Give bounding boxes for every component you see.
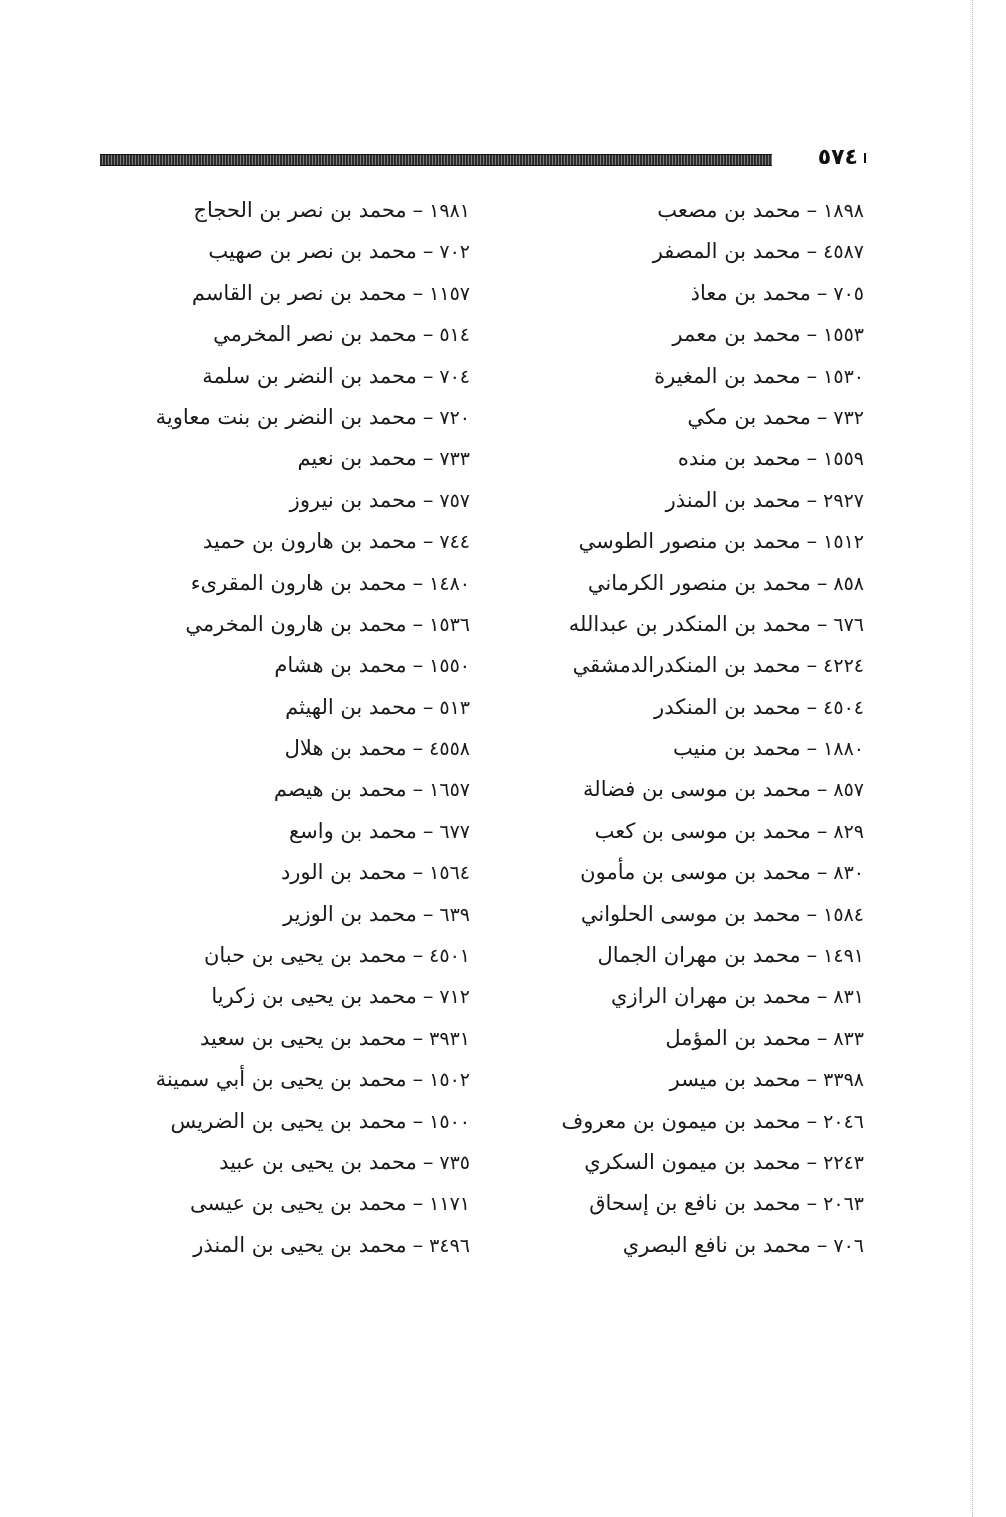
- entry-number: ١٥٣٠: [823, 365, 864, 388]
- entry-name: محمد بن ميمون السكري: [584, 1149, 801, 1174]
- entry-separator: –: [806, 487, 818, 512]
- entry-name: محمد بن يحيى بن حبان: [203, 943, 407, 968]
- entry-name: محمد بن الهيثم: [285, 694, 417, 719]
- index-entry: [534, 521, 864, 562]
- entry-name: محمد بن نصر بن القاسم: [191, 280, 407, 305]
- index-entry: [534, 935, 864, 976]
- index-entry: [150, 604, 470, 645]
- entry-name: محمد بن هلال: [284, 736, 407, 761]
- entry-number: ١٨٨٠: [823, 738, 864, 761]
- entry-number: ٦٧٧: [439, 820, 470, 843]
- entry-name: محمد بن هارون المقرىء: [190, 570, 407, 595]
- entry-number: ١٥٥٠: [429, 655, 470, 678]
- entry-number: ٥١٣: [439, 696, 470, 719]
- entry-separator: –: [806, 943, 818, 968]
- entry-separator: –: [806, 653, 818, 678]
- entry-number: ٤٥٥٨: [429, 738, 470, 761]
- entry-separator: –: [422, 1149, 434, 1174]
- index-entry: [150, 190, 470, 231]
- entry-name: محمد بن المنكدرالدمشقي: [572, 653, 801, 678]
- index-entry: [534, 1018, 864, 1059]
- entry-name: محمد بن مهران الرازي: [611, 984, 811, 1009]
- index-column-left: [150, 190, 470, 1266]
- entry-name: محمد بن هشام: [274, 653, 407, 678]
- entry-separator: –: [412, 611, 424, 636]
- index-entry: [534, 852, 864, 893]
- entry-separator: –: [806, 901, 818, 926]
- entry-number: ٧٣٣: [439, 448, 470, 471]
- entry-name: محمد بن النضر بن بنت معاوية: [155, 404, 417, 429]
- entry-number: ١٤٩١: [823, 945, 864, 968]
- entry-number: ٧٠٥: [833, 282, 864, 305]
- index-entry: [150, 1018, 470, 1059]
- entry-separator: –: [412, 1025, 424, 1050]
- entry-separator: –: [422, 322, 434, 347]
- entry-name: محمد بن مكي: [687, 404, 811, 429]
- index-entry: [534, 1183, 864, 1224]
- entry-name: محمد بن المنذر: [665, 487, 801, 512]
- entry-separator: –: [806, 1191, 818, 1216]
- index-entry: [150, 935, 470, 976]
- entry-separator: –: [806, 363, 818, 388]
- index-entry: [534, 769, 864, 810]
- entry-separator: –: [412, 777, 424, 802]
- entry-number: ١٥٥٣: [823, 324, 864, 347]
- entry-separator: –: [412, 736, 424, 761]
- index-entry: [150, 728, 470, 769]
- index-entry: [150, 273, 470, 314]
- entry-number: ٧٣٥: [439, 1151, 470, 1174]
- entry-name: محمد بن واسع: [288, 818, 417, 843]
- entry-name: محمد بن منيب: [672, 736, 801, 761]
- index-entry: [534, 1142, 864, 1183]
- index-entry: [534, 645, 864, 686]
- entry-number: ٨٣٣: [833, 1027, 864, 1050]
- index-entry: [534, 273, 864, 314]
- index-entry: [150, 521, 470, 562]
- entry-number: ٤٥٠١: [429, 945, 470, 968]
- entry-separator: –: [806, 322, 818, 347]
- index-entry: [150, 1183, 470, 1224]
- index-entry: [150, 231, 470, 272]
- entry-separator: –: [816, 818, 828, 843]
- index-entry: [150, 438, 470, 479]
- entry-separator: –: [422, 487, 434, 512]
- entry-number: ١٥٠٢: [429, 1069, 470, 1092]
- entry-number: ٢٠٤٦: [823, 1110, 864, 1133]
- entry-separator: –: [816, 984, 828, 1009]
- entry-separator: –: [422, 901, 434, 926]
- index-entry: [534, 231, 864, 272]
- index-entry: [150, 397, 470, 438]
- index-entry: [534, 811, 864, 852]
- entry-name: محمد بن نصر بن الحجاج: [193, 198, 407, 222]
- entry-separator: –: [412, 860, 424, 885]
- entry-separator: –: [422, 984, 434, 1009]
- index-entry: [534, 604, 864, 645]
- entry-number: ٢٢٤٣: [823, 1151, 864, 1174]
- entry-name: محمد بن المنكدر بن عبدالله: [568, 611, 811, 636]
- index-entry: [534, 894, 864, 935]
- entry-number: ٧٠٤: [439, 365, 470, 388]
- index-entry: [150, 852, 470, 893]
- index-entry: [150, 687, 470, 728]
- index-entry: [150, 811, 470, 852]
- entry-number: ٨٣١: [833, 986, 864, 1009]
- entry-name: محمد بن نصر المخرمي: [213, 322, 417, 347]
- entry-number: ٢٩٢٧: [823, 489, 864, 512]
- entry-number: ٥١٤: [439, 324, 470, 347]
- entry-name: محمد بن هارون بن حميد: [202, 529, 417, 554]
- entry-separator: –: [412, 1108, 424, 1133]
- entry-name: محمد بن موسى بن كعب: [594, 818, 811, 843]
- entry-number: ٣٩٣١: [429, 1027, 470, 1050]
- entry-separator: –: [806, 1067, 818, 1092]
- entry-separator: –: [806, 1149, 818, 1174]
- index-entry: [534, 190, 864, 231]
- entry-name: محمد بن يحيى بن زكريا: [211, 984, 417, 1009]
- entry-separator: –: [816, 860, 828, 885]
- entry-separator: –: [806, 239, 818, 264]
- entry-name: محمد بن مهران الجمال: [597, 943, 801, 968]
- entry-name: محمد بن موسى بن مأمون: [580, 860, 811, 885]
- entry-separator: –: [412, 1191, 424, 1216]
- index-entry: [150, 769, 470, 810]
- entry-separator: –: [816, 404, 828, 429]
- entry-number: ١٩٨١: [429, 200, 470, 222]
- entry-name: محمد بن يحيى بن عبيد: [219, 1149, 417, 1174]
- entry-name: محمد بن يحيى بن أبي سمينة: [155, 1067, 407, 1092]
- index-entry: [150, 314, 470, 355]
- index-entry: [150, 1059, 470, 1100]
- entry-number: ٢٠٦٣: [823, 1193, 864, 1216]
- index-entry: [150, 976, 470, 1017]
- index-entry: [150, 1142, 470, 1183]
- entry-name: محمد بن موسى بن فضالة: [583, 777, 811, 802]
- entry-name: محمد بن يحيى بن عيسى: [189, 1191, 407, 1216]
- entry-separator: –: [816, 611, 828, 636]
- page-edge-rule: [972, 0, 973, 1517]
- entry-name: محمد بن النضر بن سلمة: [202, 363, 417, 388]
- entry-separator: –: [816, 1232, 828, 1257]
- entry-name: محمد بن هارون المخرمي: [185, 611, 407, 636]
- header-ornamental-bar: [100, 154, 772, 166]
- entry-number: ١٨٩٨: [823, 200, 864, 222]
- index-entry: [534, 728, 864, 769]
- index-entry: [534, 1059, 864, 1100]
- entry-number: ٨٥٧: [833, 779, 864, 802]
- index-entry: [150, 563, 470, 604]
- entry-separator: –: [806, 694, 818, 719]
- index-entry: [534, 1225, 864, 1266]
- entry-separator: –: [806, 446, 818, 471]
- entry-number: ٧٠٦: [833, 1234, 864, 1257]
- entry-number: ٣٤٩٦: [429, 1234, 470, 1257]
- entry-name: محمد بن ميسر: [669, 1067, 801, 1092]
- index-entry: [150, 356, 470, 397]
- entry-name: محمد بن نصر بن صهيب: [208, 239, 417, 264]
- entry-name: محمد بن المنكدر: [654, 694, 801, 719]
- entry-name: محمد بن نافع بن إسحاق: [589, 1191, 801, 1216]
- entry-separator: –: [412, 943, 424, 968]
- entry-separator: –: [816, 570, 828, 595]
- entry-separator: –: [412, 1232, 424, 1257]
- index-entry: [534, 438, 864, 479]
- entry-separator: –: [806, 736, 818, 761]
- entry-separator: –: [816, 777, 828, 802]
- entry-number: ١٤٨٠: [429, 572, 470, 595]
- entry-number: ٦٣٩: [439, 903, 470, 926]
- entry-number: ٧٥٧: [439, 489, 470, 512]
- entry-name: محمد بن مصعب: [657, 198, 801, 222]
- entry-name: محمد بن نعيم: [297, 446, 417, 471]
- entry-separator: –: [422, 404, 434, 429]
- entry-number: ٧٣٢: [833, 406, 864, 429]
- entry-name: محمد بن المؤمل: [665, 1025, 811, 1050]
- entry-name: محمد بن منصور الطوسي: [578, 529, 801, 554]
- entry-separator: –: [422, 239, 434, 264]
- page-number: ٥٧٤: [810, 145, 864, 171]
- entry-number: ٧٢٠: [439, 406, 470, 429]
- index-entry: [150, 1225, 470, 1266]
- entry-name: محمد بن موسى الحلواني: [580, 901, 801, 926]
- entry-separator: –: [422, 529, 434, 554]
- entry-number: ٨٢٩: [833, 820, 864, 843]
- entry-separator: –: [422, 818, 434, 843]
- entry-name: محمد بن منصور الكرماني: [587, 570, 811, 595]
- entry-name: محمد بن منده: [677, 446, 801, 471]
- index-entry: [534, 687, 864, 728]
- index-entry: [150, 480, 470, 521]
- entry-separator: –: [422, 446, 434, 471]
- entry-separator: –: [412, 1067, 424, 1092]
- entry-name: محمد بن هيصم: [273, 777, 407, 802]
- entry-number: ٦٧٦: [833, 613, 864, 636]
- entry-name: محمد بن نيروز: [289, 487, 417, 512]
- entry-name: محمد بن ميمون بن معروف: [561, 1108, 801, 1133]
- entry-separator: –: [806, 529, 818, 554]
- index-columns: [150, 190, 864, 1270]
- entry-number: ٤٢٢٤: [823, 655, 864, 678]
- entry-separator: –: [806, 198, 818, 222]
- entry-number: ١٥٣٦: [429, 613, 470, 636]
- entry-name: محمد بن يحيى بن سعيد: [200, 1025, 407, 1050]
- entry-separator: –: [422, 363, 434, 388]
- entry-number: ٤٥٠٤: [823, 696, 864, 719]
- entry-name: محمد بن المصفر: [652, 239, 801, 264]
- entry-separator: –: [412, 570, 424, 595]
- entry-separator: –: [816, 280, 828, 305]
- entry-number: ١٥١٢: [823, 531, 864, 554]
- entry-number: ١٥٨٤: [823, 903, 864, 926]
- index-entry: [150, 1101, 470, 1142]
- entry-name: محمد بن نافع البصري: [622, 1232, 811, 1257]
- index-entry: [534, 1101, 864, 1142]
- index-entry: [534, 314, 864, 355]
- index-entry: [534, 480, 864, 521]
- entry-number: ٨٥٨: [833, 572, 864, 595]
- index-entry: [534, 976, 864, 1017]
- entry-name: محمد بن الوزير: [283, 901, 417, 926]
- entry-number: ٧٠٢: [439, 241, 470, 264]
- entry-number: ١١٧١: [429, 1193, 470, 1216]
- index-column-right: [534, 190, 864, 1266]
- index-entry: [150, 645, 470, 686]
- entry-separator: –: [412, 198, 424, 222]
- entry-number: ٣٣٩٨: [823, 1069, 864, 1092]
- entry-separator: –: [806, 1108, 818, 1133]
- entry-separator: –: [816, 1025, 828, 1050]
- entry-name: محمد بن معاذ: [690, 280, 811, 305]
- entry-number: ٤٥٨٧: [823, 241, 864, 264]
- index-entry: [534, 397, 864, 438]
- entry-number: ١١٥٧: [429, 282, 470, 305]
- index-entry: [150, 894, 470, 935]
- entry-separator: –: [422, 694, 434, 719]
- entry-name: محمد بن الورد: [280, 860, 407, 885]
- entry-number: ١٥٠٠: [429, 1110, 470, 1133]
- entry-name: محمد بن يحيى بن الضريس: [170, 1108, 407, 1133]
- entry-number: ٨٣٠: [833, 862, 864, 885]
- entry-separator: –: [412, 280, 424, 305]
- entry-name: محمد بن يحيى بن المنذر: [193, 1232, 407, 1257]
- entry-name: محمد بن معمر: [672, 322, 801, 347]
- entry-number: ٧٤٤: [439, 531, 470, 554]
- index-entry: [534, 563, 864, 604]
- entry-number: ١٥٦٤: [429, 862, 470, 885]
- entry-number: ١٦٥٧: [429, 779, 470, 802]
- index-entry: [534, 356, 864, 397]
- entry-number: ١٥٥٩: [823, 448, 864, 471]
- page-header: [100, 145, 864, 171]
- entry-separator: –: [412, 653, 424, 678]
- entry-name: محمد بن المغيرة: [654, 363, 801, 388]
- entry-number: ٧١٢: [439, 986, 470, 1009]
